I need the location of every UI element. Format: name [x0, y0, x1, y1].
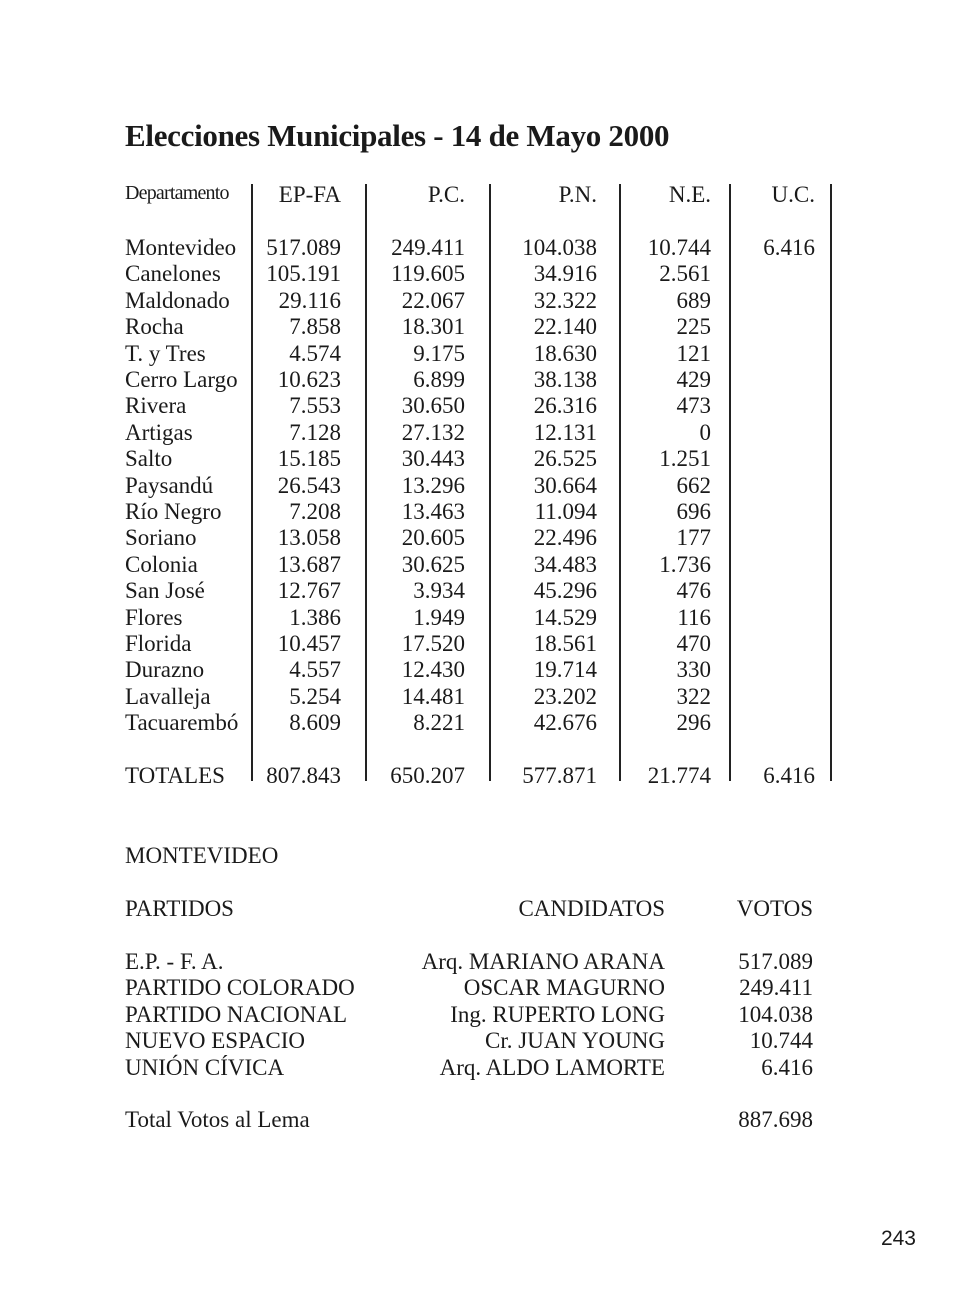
table-cell: 22.140 [533, 314, 597, 340]
table-cell: 32.322 [533, 287, 597, 313]
column-header-votos: VOTOS [736, 896, 813, 921]
table-cell: 517.089 [266, 235, 341, 260]
column-divider [489, 184, 491, 781]
table-cell: 38.138 [533, 367, 597, 392]
table-cell: 20.605 [401, 525, 465, 551]
total-label: Total Votos al Lema [125, 1107, 310, 1132]
table-cell: 1.949 [413, 604, 465, 630]
row-label: Colonia [125, 551, 198, 577]
totals-cell: 21.774 [647, 763, 711, 788]
table-cell: 26.543 [277, 472, 341, 498]
table-cell: 23.202 [533, 683, 597, 709]
table-cell: 18.561 [533, 631, 597, 656]
row-label: Florida [125, 631, 192, 656]
vote-count: 517.089 [738, 949, 813, 974]
table-cell: 30.443 [401, 446, 465, 472]
column-header: P.C. [427, 182, 465, 207]
table-cell: 6.899 [413, 367, 465, 392]
row-label: Rocha [125, 314, 184, 340]
row-label: Rivera [125, 393, 187, 419]
table-cell: 8.221 [413, 710, 465, 736]
row-label: Soriano [125, 525, 197, 551]
column-header-candidatos: CANDIDATOS [518, 896, 665, 921]
column-divider [365, 184, 367, 781]
table-cell: 689 [676, 287, 711, 313]
row-label: Salto [125, 446, 173, 472]
row-label: Tacuarembó [125, 710, 239, 736]
table-cell: 12.430 [401, 657, 465, 683]
table-cell: 119.605 [391, 261, 465, 287]
table-cell: 12.131 [533, 419, 597, 445]
table-cell: 45.296 [533, 578, 597, 604]
table-cell: 6.416 [763, 235, 815, 260]
table-cell: 14.481 [401, 683, 465, 709]
table-cell: 29.116 [278, 287, 341, 313]
party-name: E.P. - F. A. [125, 949, 224, 974]
row-label: Cerro Largo [125, 367, 238, 392]
table-cell: 4.574 [289, 340, 341, 366]
column-divider [619, 184, 621, 781]
table-cell: 429 [676, 367, 711, 392]
candidate-name: Arq. MARIANO ARANA [421, 949, 665, 974]
vote-count: 6.416 [761, 1054, 813, 1080]
table-cell: 121 [676, 340, 711, 366]
table-cell: 105.191 [266, 261, 341, 287]
candidate-name: Cr. JUAN YOUNG [485, 1028, 665, 1054]
table-cell: 22.496 [533, 525, 597, 551]
table-cell: 4.557 [289, 657, 341, 683]
table-cell: 18.301 [401, 314, 465, 340]
totals-cell: 807.843 [266, 763, 341, 788]
candidate-name: Arq. ALDO LAMORTE [439, 1054, 665, 1080]
table-cell: 225 [676, 314, 711, 340]
column-header: U.C. [771, 182, 815, 207]
table-cell: 104.038 [522, 235, 597, 260]
table-cell: 42.676 [533, 710, 597, 736]
table-cell: 10.623 [277, 367, 341, 392]
candidate-name: Ing. RUPERTO LONG [450, 1001, 665, 1027]
party-name: PARTIDO NACIONAL [125, 1001, 348, 1027]
column-header: EP-FA [278, 182, 341, 207]
table-cell: 15.185 [277, 446, 341, 472]
table-cell: 30.625 [401, 551, 465, 577]
column-header: P.N. [558, 182, 597, 207]
table-cell: 476 [676, 578, 711, 604]
table-cell: 2.561 [659, 261, 711, 287]
row-label: Artigas [125, 419, 193, 445]
table-cell: 7.208 [289, 499, 341, 524]
table-cell: 470 [676, 631, 711, 656]
party-name: PARTIDO COLORADO [125, 975, 355, 1001]
table-cell: 19.714 [533, 657, 597, 683]
table-cell: 27.132 [401, 419, 465, 445]
table-cell: 116 [677, 604, 711, 630]
table-cell: 7.553 [289, 393, 341, 419]
vote-count: 104.038 [738, 1001, 813, 1027]
table-cell: 473 [676, 393, 711, 419]
row-label: San José [125, 578, 205, 604]
column-divider [830, 184, 832, 781]
row-label: Montevideo [125, 235, 237, 260]
party-name: NUEVO ESPACIO [125, 1028, 305, 1054]
section-heading: MONTEVIDEO [125, 843, 279, 868]
table-cell: 3.934 [413, 578, 465, 604]
table-cell: 7.128 [289, 419, 341, 445]
table-cell: 22.067 [401, 287, 465, 313]
row-label: Lavalleja [125, 683, 211, 709]
table-cell: 34.916 [533, 261, 597, 287]
table-cell: 1.386 [289, 604, 341, 630]
table-cell: 0 [699, 419, 711, 445]
table-cell: 249.411 [391, 235, 465, 260]
column-divider [251, 184, 253, 781]
totals-cell: 6.416 [763, 763, 815, 788]
table-cell: 7.858 [289, 314, 341, 340]
table-cell: 177 [676, 525, 711, 551]
table-cell: 11.094 [534, 499, 597, 524]
totals-cell: 650.207 [390, 763, 465, 788]
row-label: Flores [125, 604, 183, 630]
table-cell: 13.463 [401, 499, 465, 524]
table-cell: 10.457 [277, 631, 341, 656]
table-cell: 322 [676, 683, 711, 709]
row-label: Río Negro [125, 499, 222, 524]
table-cell: 1.251 [659, 446, 711, 472]
column-header-departamento: Departamento [125, 182, 229, 204]
page-title: Elecciones Municipales - 14 de Mayo 2000 [125, 118, 670, 153]
vote-count: 249.411 [739, 975, 813, 1001]
table-cell: 10.744 [647, 235, 711, 260]
table-cell: 330 [676, 657, 711, 683]
row-label: Durazno [125, 657, 205, 683]
table-cell: 34.483 [533, 551, 597, 577]
table-cell: 696 [676, 499, 711, 524]
row-label: Paysandú [125, 472, 214, 498]
totals-cell: 577.871 [522, 763, 597, 788]
table-cell: 1.736 [659, 551, 711, 577]
table-cell: 662 [676, 472, 711, 498]
column-header: N.E. [668, 182, 711, 207]
page-number: 243 [880, 1227, 916, 1250]
table-cell: 18.630 [533, 340, 597, 366]
party-name: UNIÓN CÍVICA [125, 1054, 285, 1080]
table-cell: 30.650 [401, 393, 465, 419]
table-cell: 12.767 [277, 578, 341, 604]
table-cell: 8.609 [289, 710, 341, 736]
table-cell: 17.520 [401, 631, 465, 656]
table-cell: 296 [676, 710, 711, 736]
table-cell: 9.175 [413, 340, 465, 366]
table-cell: 26.316 [533, 393, 597, 419]
row-label: Maldonado [125, 287, 230, 313]
table-cell: 13.687 [277, 551, 341, 577]
column-header-partidos: PARTIDOS [125, 896, 234, 921]
vote-count: 10.744 [749, 1028, 813, 1054]
totals-label: TOTALES [125, 763, 225, 788]
table-cell: 14.529 [533, 604, 597, 630]
row-label: T. y Tres [125, 340, 206, 366]
total-value: 887.698 [738, 1107, 813, 1132]
table-cell: 13.058 [277, 525, 341, 551]
table-cell: 5.254 [289, 683, 341, 709]
table-cell: 30.664 [533, 472, 597, 498]
table-cell: 26.525 [533, 446, 597, 472]
row-label: Canelones [125, 261, 221, 287]
table-cell: 13.296 [401, 472, 465, 498]
candidate-name: OSCAR MAGURNO [463, 975, 665, 1001]
column-divider [729, 184, 731, 781]
